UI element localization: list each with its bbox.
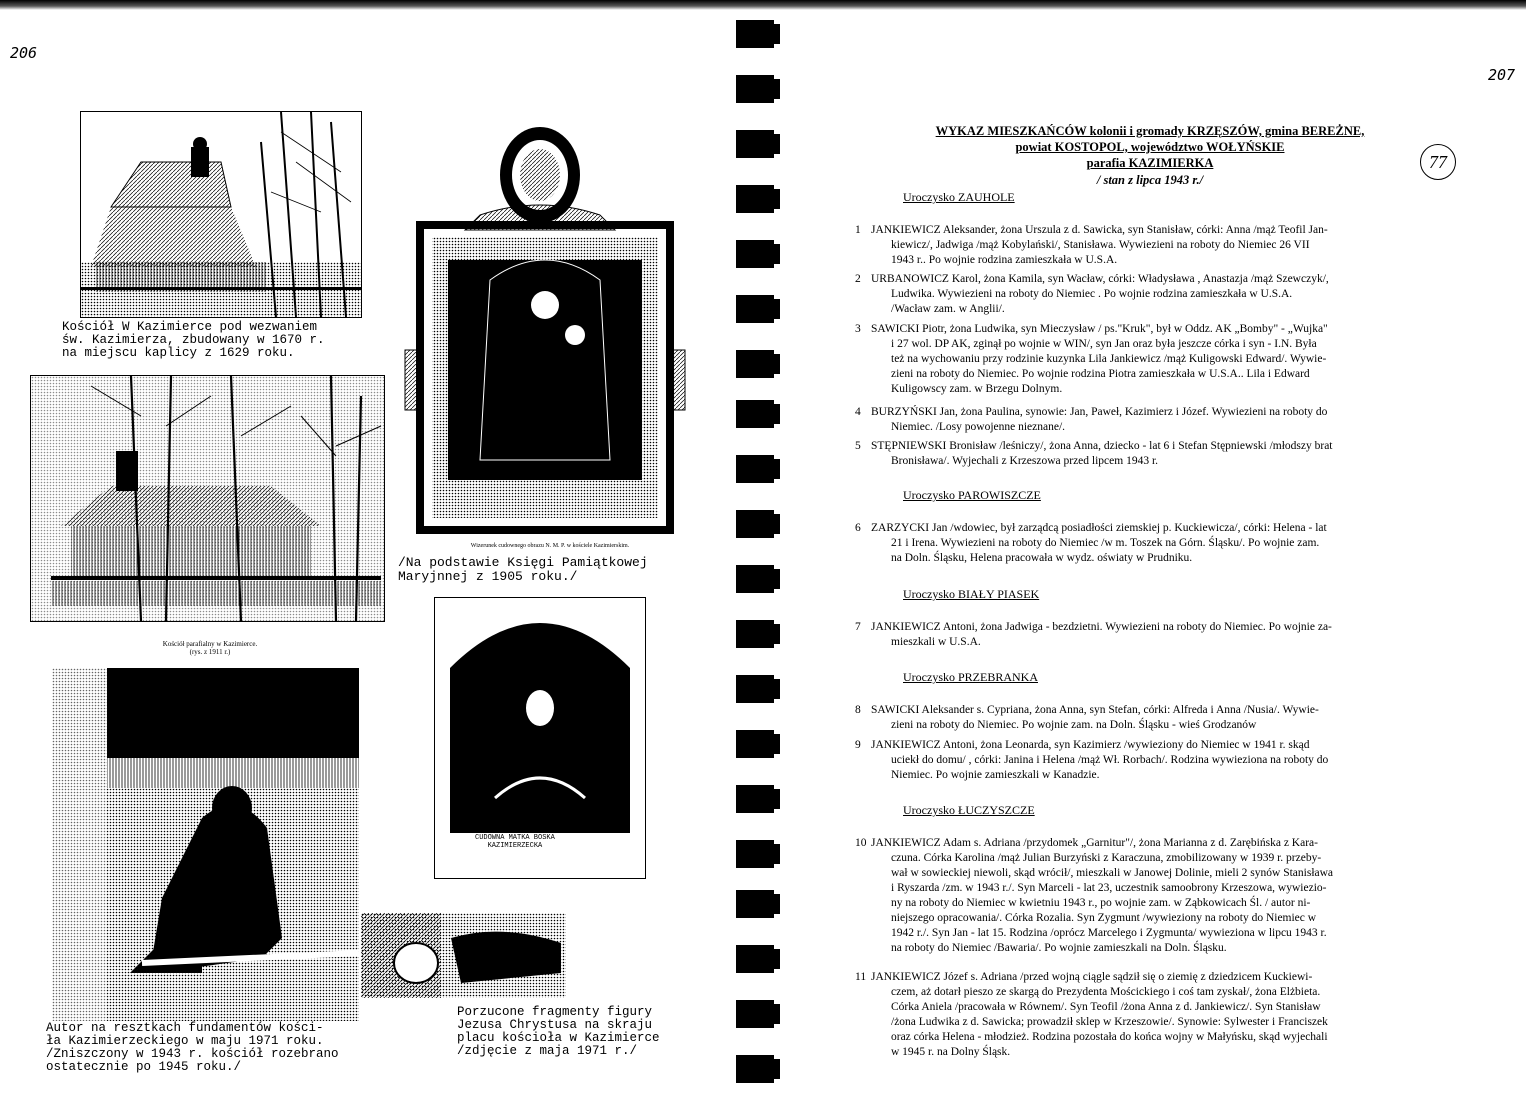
- entry-text-rest: 21 i Irena. Wywiezieni na roboty do Niemiec /w m. Toszek na Górn. Śląsku/. Po wojnie zam. na Doln. Śląsku, Helena pracowała w wydz. oświaty w Prudniku.: [891, 537, 1320, 564]
- section-title: Uroczysko PRZEBRANKA: [903, 670, 1038, 684]
- entry-text-rest: uciekł do domu/ , córki: Janina i Helena /mąż Wł. Rorbach/. Rodzina wywieziona na roboty do Niemiec. Po wojnie zamieszkali w Kanadzie.: [891, 754, 1329, 781]
- winter-church-photo: [30, 375, 385, 622]
- entry-number: 9: [855, 739, 861, 751]
- church-photo: [80, 111, 362, 318]
- entry-text-first: SAWICKI Piotr, żona Ludwika, syn Mieczysław / ps."Kruk", był w Oddz. AK „Bomby" - „Wujka": [871, 323, 1328, 335]
- heading-line-3: parafia KAZIMIERKA: [1086, 156, 1214, 170]
- spiral-binding: [736, 0, 780, 1115]
- entry-number: 2: [855, 273, 861, 285]
- author-photo-caption: Autor na resztkach fundamentów kości- ła Kazimierzeckiego w maju 1971 roku. /Zniszczony w 1943 r. kościół rozebrano ostatecznie po 1945 roku./: [46, 1021, 339, 1074]
- entry-number: 7: [855, 621, 861, 633]
- fragments-photo: [361, 913, 566, 998]
- entry-text-first: JANKIEWICZ Antoni, żona Leonarda, syn Kazimierz /wywieziony do Niemiec w 1941 r. skąd: [871, 739, 1310, 751]
- entry-text-first: STĘPNIEWSKI Bronisław /leśniczy/, żona Anna, dziecko - lat 6 i Stefan Stępniewski /młodszy brat: [871, 440, 1333, 452]
- entry-text-first: JANKIEWICZ Adam s. Adriana /przydomek „Garnitur"/, żona Marianna z d. Zarębińska z Kara-: [871, 837, 1318, 849]
- entry-text-rest: kiewicz/, Jadwiga /mąż Kobylański/, Stanisława. Wywiezieni na roboty do Niemiec 26 VII 1943 r.. Po wojnie rodzina zamieszkała w U.S.A.: [891, 239, 1310, 266]
- entry-number: 10: [855, 837, 867, 849]
- winter-church-caption: Kościół parafialny w Kazimierce.: [162, 640, 258, 648]
- entry-number: 11: [855, 971, 867, 983]
- entry-text-first: JANKIEWICZ Józef s. Adriana /przed wojną ciągle sądził się o ziemię z dziedzicem Kuckiewi-: [871, 971, 1313, 983]
- entry-text-rest: czuna. Córka Karolina /mąż Julian Burzyński z Karaczuna, zmobilizowany w 1939 r. przeby- wał w sowieckiej niewoli, skąd wrócił/, mieszkali w Janowej Dolinie, mieli 2 synów Stanisława i Ryszarda /zm. w 1943 r./. Syn Marceli - lat 23, uczestnik samoobrony Krzeszowa, wywiezio- ny na roboty do Niemiec w kwietniu 1943 r., po wojnie zam. w Ząbkowicach Śl. / autor ni- niejszego opracowania/. Córka Rozalia. Syn Zygmunt /wywieziony na roboty do Niemiec w 1942 r./. Syn Jan - lat 15. Rodzina /oprócz Marcelego i Zygmunta/ wywieziona w lipcu 1943 r. na roboty do Niemiec /Bawaria/. Po wojnie zamieszkali na Doln. Śląsku.: [891, 852, 1334, 954]
- church-photo-caption: Kościół W Kazimierce pod wezwaniem św. Kazimierza, zbudowany w 1670 r. na miejscu kaplicy z 1629 roku.: [62, 320, 325, 360]
- entry-number: 6: [855, 522, 861, 534]
- heading-line-2: powiat KOSTOPOL, województwo WOŁYŃSKIE: [1015, 140, 1285, 154]
- heading-line-1: WYKAZ MIESZKAŃCÓW kolonii i gromady KRZĘSZÓW, gmina BEREŻNE,: [935, 124, 1365, 138]
- entry-number: 3: [855, 323, 861, 335]
- author-photo: [52, 668, 359, 1021]
- list-number-stamp: 77: [1420, 144, 1456, 180]
- icon-source-caption: /Na podstawie Księgi Pamiątkowej Maryjnnej z 1905 roku./: [398, 555, 648, 584]
- section-title: Uroczysko PAROWISZCZE: [903, 488, 1041, 502]
- entry-text-first: ZARZYCKI Jan /wdowiec, był zarządcą posiadłości ziemskiej p. Kuckiewicza/, córki: Helena - lat: [871, 522, 1327, 534]
- entry-text-rest: czem, aż dotarł pieszo ze skargą do Prezydenta Mościckiego i coś tam zyskał/, żona Elżbieta. Córka Aniela /pracowała w Równem/. Syn Teofil /żona Anna z d. Jankiewicz/. Syn Stanisław /żona Ludwika z d. Sawicka; prowadził sklep w Krzeszowie/. Synowie: Sylwester i Franciszek oraz córka Helena - młodzież. Rodzina pozostała do końca wojny w Małyńsku, skąd wyjechali w 1945 r. na Dolny Śląsk.: [891, 986, 1328, 1058]
- entry-number: 1: [855, 224, 861, 236]
- entry-text-first: JANKIEWICZ Antoni, żona Jadwiga - bezdzietni. Wywiezieni na roboty do Niemiec. Po wojnie za-: [871, 621, 1332, 633]
- icon-small-caption: Wizerunek cudownego obrazu N. M. P. w kościele Kazimierskim.: [470, 543, 630, 549]
- entry-text-rest: Bronisława/. Wyjechali z Krzeszowa przed lipcem 1943 r.: [891, 455, 1159, 467]
- section-title: Uroczysko ŁUCZYSZCZE: [903, 803, 1035, 817]
- entry-number: 5: [855, 440, 861, 452]
- section-title: Uroczysko BIAŁY PIASEK: [903, 587, 1040, 601]
- left-page-number: 206: [10, 44, 38, 62]
- madonna-print-title: CUDOWNA MATKA BOSKA KAZIMIERZECKA: [475, 834, 555, 850]
- heading-line-4: / stan z lipca 1943 r./: [1096, 173, 1204, 187]
- section-title: Uroczysko ZAUHOLE: [903, 190, 1015, 204]
- fragments-photo-caption: Porzucone fragmenty figury Jezusa Chrystusa na skraju placu kościoła w Kazimierce /zdjęcie z maja 1971 r./: [457, 1005, 660, 1058]
- entry-text-rest: i 27 wol. DP AK, zginął po wojnie w WIN/, syn Jan oraz była jeszcze córka i syn - I.N. Była też na wychowaniu przy rodzinie kuzynka Lila Jankiewicz /mąż Kuligowski Edward/. Wywie- zieni na roboty do Niemiec. Po wojnie rodzina Piotra zamieszkała w U.S.A.. Lila i Edward Kuligowscy zam. w Brzegu Dolnym.: [891, 338, 1327, 395]
- entry-text-rest: Ludwika. Wywiezieni na roboty do Niemiec . Po wojnie rodzina zamieszkała w U.S.A. /Wacław zam. w Anglii/.: [891, 288, 1293, 315]
- entry-number: 4: [855, 406, 861, 418]
- entry-text-first: JANKIEWICZ Aleksander, żona Urszula z d. Sawicka, syn Stanisław, córki: Anna /mąż Teofil Jan-: [871, 224, 1328, 236]
- entry-text-first: BURZYŃSKI Jan, żona Paulina, synowie: Jan, Paweł, Kazimierz i Józef. Wywiezieni na roboty do: [871, 406, 1328, 418]
- entry-number: 8: [855, 704, 861, 716]
- entry-text-first: URBANOWICZ Karol, żona Kamila, syn Wacław, córki: Władysława , Anastazja /mąż Szewczyk/,: [871, 273, 1329, 285]
- entry-text-rest: zieni na roboty do Niemiec. Po wojnie zam. na Doln. Śląsku - wieś Grodzanów: [891, 719, 1257, 731]
- entry-text-rest: Niemiec. /Losy powojenne nieznane/.: [891, 421, 1066, 433]
- madonna-print: [434, 597, 646, 879]
- madonna-icon-illustration: [400, 120, 690, 540]
- winter-church-caption-sub: (rys. z 1911 r.): [189, 648, 231, 656]
- entry-text-first: SAWICKI Aleksander s. Cypriana, żona Anna, syn Stefan, córki: Alfreda i Anna /Nusia/. Wywie-: [871, 704, 1319, 716]
- right-page-number: 207: [1488, 66, 1516, 84]
- entry-text-rest: mieszkali w U.S.A.: [891, 636, 981, 648]
